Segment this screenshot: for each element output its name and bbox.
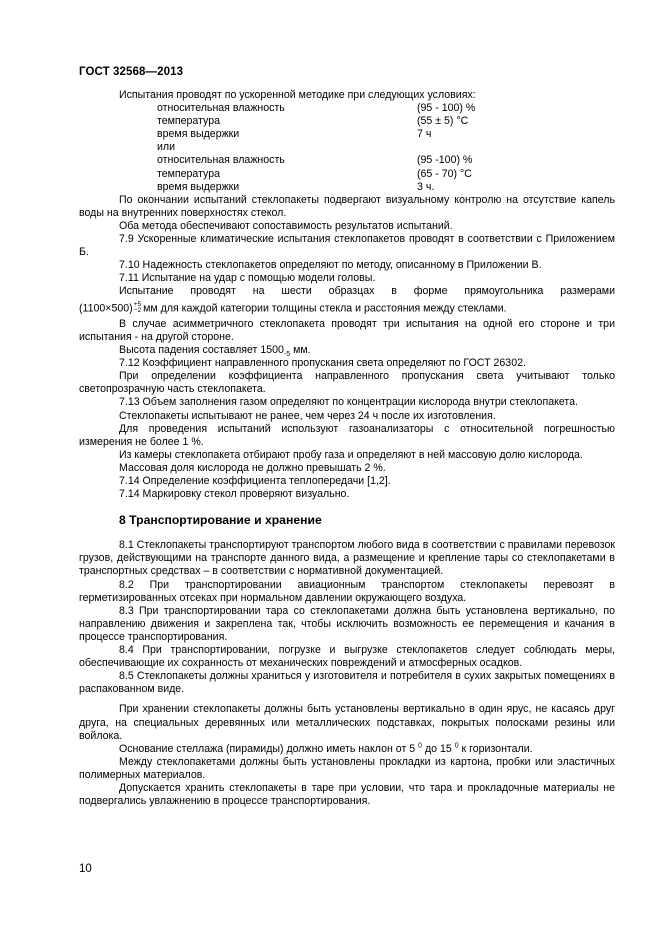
paragraph-height: Высота падения составляет $1500_{-5}$ мм. bbox=[119, 344, 311, 359]
paragraph-8-4: 8.4 При транспортировании, погрузке и выгрузке стеклопакетов следует соблюдать меры, обеспечивающие их сохранность от механических повреждений и атмосферных осадков. bbox=[79, 644, 615, 670]
spacer bbox=[79, 696, 615, 703]
paragraph-7-12: 7.12 Коэффициент направленного пропускания света определяют по ГОСТ 26302. bbox=[119, 357, 526, 370]
paragraph-7-11: 7.11 Испытание на удар с помощью модели головы. bbox=[119, 272, 376, 285]
paragraph-8-2: 8.2 При транспортировании авиационным транспортом стеклопакеты перевозят в герметизированных отсеках при нормальном давлении окружающего воздуха. bbox=[79, 578, 615, 604]
condition-row: температура (55 ± 5) °С bbox=[157, 115, 469, 128]
paragraph: По окончании испытаний стеклопакеты подвергают визуальному контролю на отсутствие капель воды на внутренних поверхностях стекол. bbox=[79, 193, 615, 219]
paragraph-7-13: 7.13 Объем заполнения газом определяют по концентрации кислорода внутри стеклопакета. bbox=[119, 396, 578, 409]
paragraph: Оба метода обеспечивают сопоставимость результатов испытаний. bbox=[119, 219, 453, 232]
paragraph: Массовая доля кислорода не должно превышать 2 %. bbox=[119, 461, 386, 474]
paragraph-8-3: 8.3 При транспортировании тара со стеклопакетами должна быть установлена вертикально, по направлению движения и закреплена так, чтобы исключить возможность ее перемещения и качания в процессе транспортирования. bbox=[79, 604, 615, 643]
paragraph: Для проведения испытаний используют газоанализаторы с относительной погрешностью измерения не более 1 %. bbox=[79, 422, 615, 448]
paragraph-incline: Основание стеллажа (пирамиды) должно иметь наклон от 5 $^0$ до 15 $^0$ к горизонтали. bbox=[119, 742, 533, 755]
document-header: ГОСТ 32568—2013 bbox=[79, 66, 184, 78]
condition-row: время выдержки 7 ч bbox=[157, 128, 432, 141]
page-number: 10 bbox=[79, 863, 92, 875]
paragraph-7-9: 7.9 Ускоренные климатические испытания стеклопакетов проводят в соответствии с Приложением Б. bbox=[79, 233, 615, 259]
paragraph: Допускается хранить стеклопакеты в таре при условии, что тара и прокладочные материалы не подвергались увлажнению в процессе транспортирования. bbox=[79, 781, 615, 808]
paragraph-7-14b: 7.14 Маркировку стекол проверяют визуально. bbox=[119, 488, 350, 501]
condition-or: или bbox=[157, 141, 176, 154]
condition-row: относительная влажность (95 -100) % bbox=[157, 154, 473, 167]
paragraph-8-1: 8.1 Стеклопакеты транспортируют транспортом любого вида в соответствии с правилами перевозок грузов, действующими на транспорте данного вида, а размещение и крепление тары со стеклопакетами в транспортных средствах – в соответствии с нормативной документацией. bbox=[79, 539, 615, 578]
condition-row: время выдержки 3 ч. bbox=[157, 180, 435, 193]
paragraph-7-14a: 7.14 Определение коэффициента теплопередачи [1,2]. bbox=[119, 475, 391, 488]
section-heading-8: 8 Транспортирование и хранение bbox=[119, 513, 322, 528]
paragraph: При определении коэффициента направленного пропускания света учитывают только светопрозрачную часть стеклопакета. bbox=[79, 370, 615, 396]
paragraph-8-5: 8.5 Стеклопакеты должны храниться у изготовителя и потребителя в сухих закрытых помещениях в распакованном виде. bbox=[79, 670, 615, 696]
paragraph: Испытание проводят на шести образцах в форме прямоугольника размерами bbox=[119, 285, 615, 298]
paragraph-dimensions: (1100×500) +5 −2 мм для каждой категории толщины стекла и расстояния между стеклами. bbox=[79, 300, 507, 314]
paragraph: Между стеклопакетами должны быть установлены прокладки из картона, пробки или эластичных полимерных материалов. bbox=[79, 755, 615, 781]
paragraph: В случае асимметричного стеклопакета проводят три испытания на одной его стороне и три испытания - на другой стороне. bbox=[79, 317, 615, 343]
paragraph-intro: Испытания проводят по ускоренной методике при следующих условиях: bbox=[119, 89, 476, 101]
paragraph: Стеклопакеты испытывают не ранее, чем через 24 ч после их изготовления. bbox=[119, 409, 496, 422]
document-body bbox=[79, 89, 615, 808]
tolerance: +5 −2 bbox=[133, 300, 142, 314]
paragraph-7-10: 7.10 Надежность стеклопакетов определяют по методу, описанному в Приложении В. bbox=[119, 259, 542, 272]
condition-row: температура (65 - 70) °С bbox=[157, 167, 472, 180]
condition-row: относительная влажность (95 - 100) % bbox=[157, 102, 476, 115]
paragraph: При хранении стеклопакеты должны быть установлены вертикально в один ярус, не касаясь друг друга, на специальных деревянных или металлических подставках, покрытых полосками резины или войлока. bbox=[79, 703, 615, 742]
paragraph: Из камеры стеклопакета отбирают пробу газа и определяют в ней массовую долю кислорода. bbox=[119, 448, 583, 461]
